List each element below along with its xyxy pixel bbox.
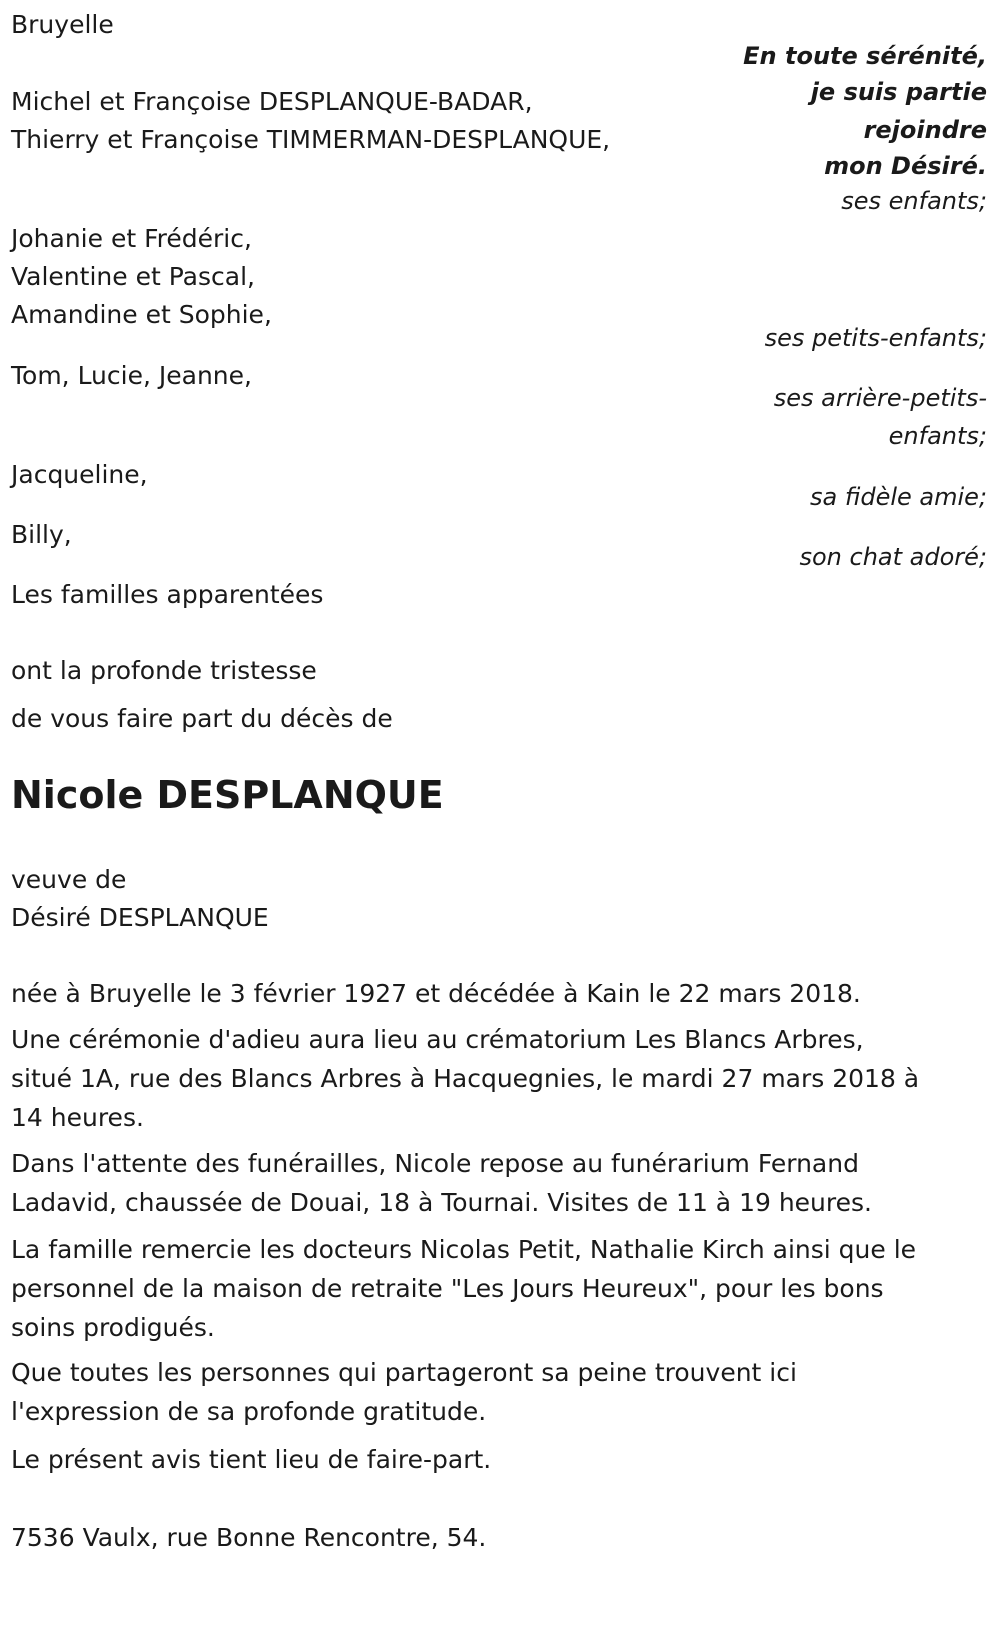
quote-line: je suis partie	[810, 78, 987, 106]
paragraph-line: La famille remercie les docteurs Nicolas Petit, Nathalie Kirch ainsi que le	[11, 1235, 917, 1264]
paragraph-line: situé 1A, rue des Blancs Arbres à Hacquegnies, le mardi 27 mars 2018 à	[11, 1064, 920, 1093]
quote-line: En toute sérénité,	[743, 42, 987, 70]
paragraph-line: Ladavid, chaussée de Douai, 18 à Tournai. Visites de 11 à 19 heures.	[11, 1188, 872, 1217]
address: 7536 Vaulx, rue Bonne Rencontre, 54.	[11, 1523, 487, 1552]
thanks-paragraph	[11, 1230, 971, 1347]
pet-name: Billy,	[11, 520, 72, 549]
paragraph-line: l'expression de sa profonde gratitude.	[11, 1397, 487, 1426]
notice-paragraph	[11, 1440, 971, 1479]
grandchild-couple: Amandine et Sophie,	[11, 300, 272, 329]
paragraph-line: Que toutes les personnes qui partageront sa peine trouvent ici	[11, 1358, 797, 1387]
birth-death-paragraph	[11, 974, 971, 1013]
relation-label: ses arrière-petits-	[773, 384, 987, 412]
spouse-name: Désiré DESPLANQUE	[11, 903, 269, 932]
grandchild-couple: Johanie et Frédéric,	[11, 224, 252, 253]
relation-label: son chat adoré;	[799, 543, 987, 571]
friend-name: Jacqueline,	[11, 460, 148, 489]
funerarium-paragraph	[11, 1144, 971, 1222]
child-couple: Thierry et Françoise TIMMERMAN-DESPLANQUE,	[11, 125, 611, 154]
paragraph-line: soins prodigués.	[11, 1313, 215, 1342]
paragraph-line: Le présent avis tient lieu de faire-part.	[11, 1445, 492, 1474]
relation-label: ses enfants;	[841, 187, 987, 215]
related-families: Les familles apparentées	[11, 580, 324, 609]
relation-label: ses petits-enfants;	[764, 324, 987, 352]
ceremony-paragraph	[11, 1020, 971, 1137]
child-couple: Michel et Françoise DESPLANQUE-BADAR,	[11, 87, 533, 116]
relation-label: enfants;	[888, 422, 987, 450]
widow-line: veuve de	[11, 865, 127, 894]
relation-label: sa fidèle amie;	[809, 483, 987, 511]
paragraph-line: née à Bruyelle le 3 février 1927 et décédée à Kain le 22 mars 2018.	[11, 979, 861, 1008]
gratitude-paragraph	[11, 1353, 971, 1431]
paragraph-line: Une cérémonie d'adieu aura lieu au crématorium Les Blancs Arbres,	[11, 1025, 864, 1054]
place-name: Bruyelle	[11, 10, 114, 39]
announcement-line: de vous faire part du décès de	[11, 704, 393, 733]
great-grandchildren-names: Tom, Lucie, Jeanne,	[11, 361, 252, 390]
paragraph-line: personnel de la maison de retraite "Les Jours Heureux", pour les bons	[11, 1274, 884, 1303]
deceased-name: Nicole DESPLANQUE	[11, 773, 444, 817]
grandchild-couple: Valentine et Pascal,	[11, 262, 255, 291]
quote-line: mon Désiré.	[824, 152, 987, 180]
quote-line: rejoindre	[863, 116, 987, 144]
paragraph-line: Dans l'attente des funérailles, Nicole repose au funérarium Fernand	[11, 1149, 859, 1178]
announcement-line: ont la profonde tristesse	[11, 656, 317, 685]
paragraph-line: 14 heures.	[11, 1103, 144, 1132]
